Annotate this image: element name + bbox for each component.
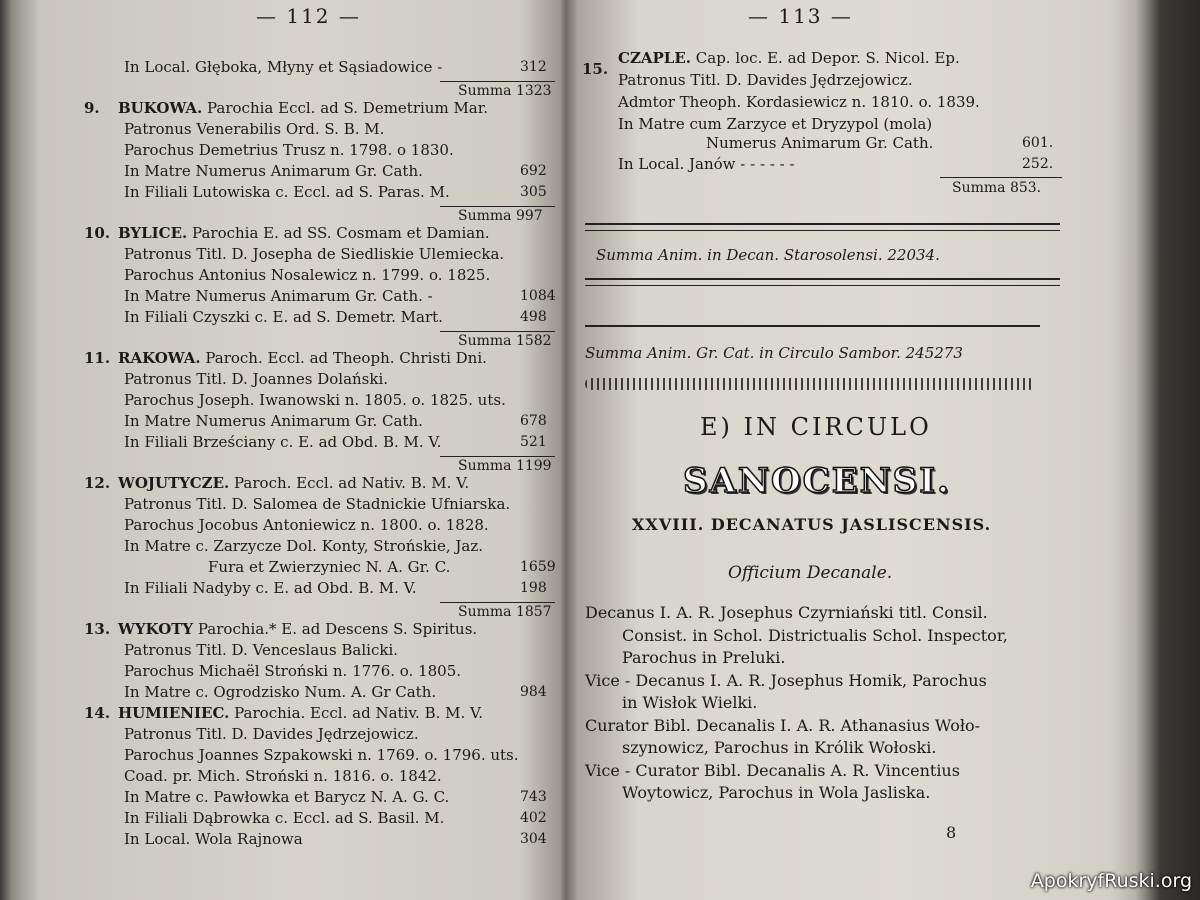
double-rule-1 <box>585 223 1060 231</box>
value-right: 692 <box>520 163 547 179</box>
entry-heading-line: HUMIENIEC. Parochia. Eccl. ad Nativ. B. M. V. <box>118 704 483 722</box>
heading-officium: Officium Decanale. <box>728 563 893 583</box>
heading-sanocensi: SANOCENSI. <box>683 461 951 501</box>
officium-line: Vice - Curator Bibl. Decanalis A. R. Vincentius <box>585 760 960 780</box>
entry-15-line-6-value: 252. <box>1022 156 1054 172</box>
text-line: Patronus Titl. D. Venceslaus Balicki. <box>124 641 399 659</box>
text-line: In Matre Numerus Animarum Gr. Cath. - <box>124 287 433 305</box>
summa-line: Summa 1857 <box>458 604 552 620</box>
text-line: Parochus Michaël Stroński n. 1776. o. 1805. <box>124 662 462 680</box>
entry-15-summa: Summa 853. <box>952 180 1042 196</box>
summa-line: Summa 997 <box>458 208 543 224</box>
entry-number: 11. <box>84 349 111 367</box>
summa-rule <box>440 81 555 82</box>
value-right: 521 <box>520 434 547 450</box>
text-line: Parochus Antonius Nosalewicz n. 1799. o. 1825. <box>124 266 491 284</box>
summa-line: Summa 1199 <box>458 458 552 474</box>
heading-circulo: E) IN CIRCULO <box>700 413 932 441</box>
entry-heading-line: WOJUTYCZE. Paroch. Eccl. ad Nativ. B. M. V. <box>118 474 470 492</box>
officium-line: in Wisłok Wielki. <box>622 693 758 712</box>
text-line: Patronus Titl. D. Josepha de Siedliskie Ulemiecka. <box>124 245 505 263</box>
double-rule-2 <box>585 278 1060 286</box>
text-line: In Matre Numerus Animarum Gr. Cath. <box>124 412 423 430</box>
text-line: Parochus Joseph. Iwanowski n. 1805. o. 1825. uts. <box>124 391 506 409</box>
value-right: 498 <box>520 309 547 325</box>
summa-decanatus: Summa Anim. in Decan. Starosolensi. 22034. <box>596 246 940 264</box>
officium-line: Woytowicz, Parochus in Wola Jasliska. <box>622 783 931 802</box>
text-line: Patronus Titl. D. Joannes Dolański. <box>124 370 389 388</box>
summa-rule <box>440 206 555 207</box>
entry-number: 14. <box>84 704 111 722</box>
value-right: 305 <box>520 184 547 200</box>
text-line: Parochus Jocobus Antoniewicz n. 1800. o. 1828. <box>124 516 489 534</box>
text-line: Fura et Zwierzyniec N. A. Gr. C. <box>208 558 451 576</box>
text-line: In Matre c. Zarzycze Dol. Konty, Strońskie, Jaz. <box>124 537 484 555</box>
text-line: In Filiali Dąbrowka c. Eccl. ad S. Basil. M. <box>124 809 445 827</box>
entry-number: 9. <box>84 99 100 117</box>
entry-number: 10. <box>84 224 111 242</box>
summa-line: Summa 1323 <box>458 83 552 99</box>
entry-heading-line: RAKOWA. Paroch. Eccl. ad Theoph. Christi Dni. <box>118 349 487 367</box>
text-line: In Matre Numerus Animarum Gr. Cath. <box>124 162 423 180</box>
entry-15-number: 15. <box>582 60 609 78</box>
text-line: Patronus Venerabilis Ord. S. B. M. <box>124 120 385 138</box>
summa-rule <box>940 177 1062 178</box>
text-line: Patronus Titl. D. Davides Jędrzejowicz. <box>124 725 419 743</box>
rule-3 <box>585 325 1040 327</box>
heading-decanatus: XXVIII. DECANATUS JASLISCENSIS. <box>632 515 992 534</box>
entry-heading-line: BYLICE. Parochia E. ad SS. Cosmam et Damian. <box>118 224 490 242</box>
value-right: 1084 <box>520 288 556 304</box>
officium-line: szynowicz, Parochus in Królik Wołoski. <box>622 738 937 757</box>
entry-15-line-6: In Local. Janów - - - - - - <box>618 155 795 173</box>
text-line: Patronus Titl. D. Salomea de Stadnickie Ufniarska. <box>124 495 511 513</box>
entry-heading-line: BUKOWA. Parochia Eccl. ad S. Demetrium Mar. <box>118 99 489 117</box>
text-line: Coad. pr. Mich. Stroński n. 1816. o. 1842. <box>124 767 442 785</box>
right-page-number: — 113 — <box>748 4 853 28</box>
officium-line: Vice - Decanus I. A. R. Josephus Homik, Parochus <box>585 670 987 690</box>
text-line: Parochus Joannes Szpakowski n. 1769. o. 1796. uts. <box>124 746 519 764</box>
value-right: 1659 <box>520 559 556 575</box>
entry-15-line-1: CZAPLE. Cap. loc. E. ad Depor. S. Nicol. Ep. <box>618 49 960 67</box>
entry-15-line-3: Admtor Theoph. Kordasiewicz n. 1810. o. 1839. <box>618 93 980 111</box>
value-right: 402 <box>520 810 547 826</box>
text-line: In Filiali Nadyby c. E. ad Obd. B. M. V. <box>124 579 417 597</box>
value-right: 312 <box>520 59 547 75</box>
left-page-number: — 112 — <box>256 4 361 28</box>
value-right: 678 <box>520 413 547 429</box>
text-line: Parochus Demetrius Trusz n. 1798. o 1830. <box>124 141 454 159</box>
entry-15-line-4: In Matre cum Zarzyce et Dryzypol (mola) <box>618 115 933 133</box>
summa-rule <box>440 602 555 603</box>
entry-heading-line: WYKOTY Parochia.* E. ad Descens S. Spiritus. <box>118 620 478 638</box>
text-line: In Filiali Lutowiska c. Eccl. ad S. Paras. M. <box>124 183 450 201</box>
text-line: In Matre c. Pawłowka et Barycz N. A. G. C. <box>124 788 450 806</box>
officium-line: Curator Bibl. Decanalis I. A. R. Athanasius Woło- <box>585 715 981 735</box>
entry-15-line-2: Patronus Titl. D. Davides Jędrzejowicz. <box>618 71 913 89</box>
officium-line: Decanus I. A. R. Josephus Czyrniański titl. Consil. <box>585 603 988 622</box>
entry-15-line-5: Numerus Animarum Gr. Cath. <box>706 134 934 152</box>
summa-circulo: Summa Anim. Gr. Cat. in Circulo Sambor. 245273 <box>585 344 963 362</box>
text-line: In Filiali Brześciany c. E. ad Obd. B. M. V. <box>124 433 442 451</box>
entry-15-line-5-value: 601. <box>1022 135 1054 151</box>
text-line: In Local. Wola Rajnowa <box>124 830 303 848</box>
entry-number: 13. <box>84 620 111 638</box>
watermark: ApokryfRuski.org <box>1030 870 1192 892</box>
summa-rule <box>440 456 555 457</box>
summa-line: Summa 1582 <box>458 333 552 349</box>
signature-mark: 8 <box>946 823 957 842</box>
value-right: 984 <box>520 684 547 700</box>
text-line: In Matre c. Ogrodzisko Num. A. Gr Cath. <box>124 683 437 701</box>
officium-line: Consist. in Schol. Districtualis Schol. Inspector, <box>622 625 1008 645</box>
value-right: 743 <box>520 789 547 805</box>
officium-line: Parochus in Preluki. <box>622 648 786 667</box>
ornament-wave <box>585 378 1035 390</box>
value-right: 198 <box>520 580 547 596</box>
entry-number: 12. <box>84 474 111 492</box>
text-line: In Local. Głęboka, Młyny et Sąsiadowice - <box>124 58 443 76</box>
text-line: In Filiali Czyszki c. E. ad S. Demetr. Mart. <box>124 308 443 326</box>
summa-rule <box>440 331 555 332</box>
value-right: 304 <box>520 831 547 847</box>
